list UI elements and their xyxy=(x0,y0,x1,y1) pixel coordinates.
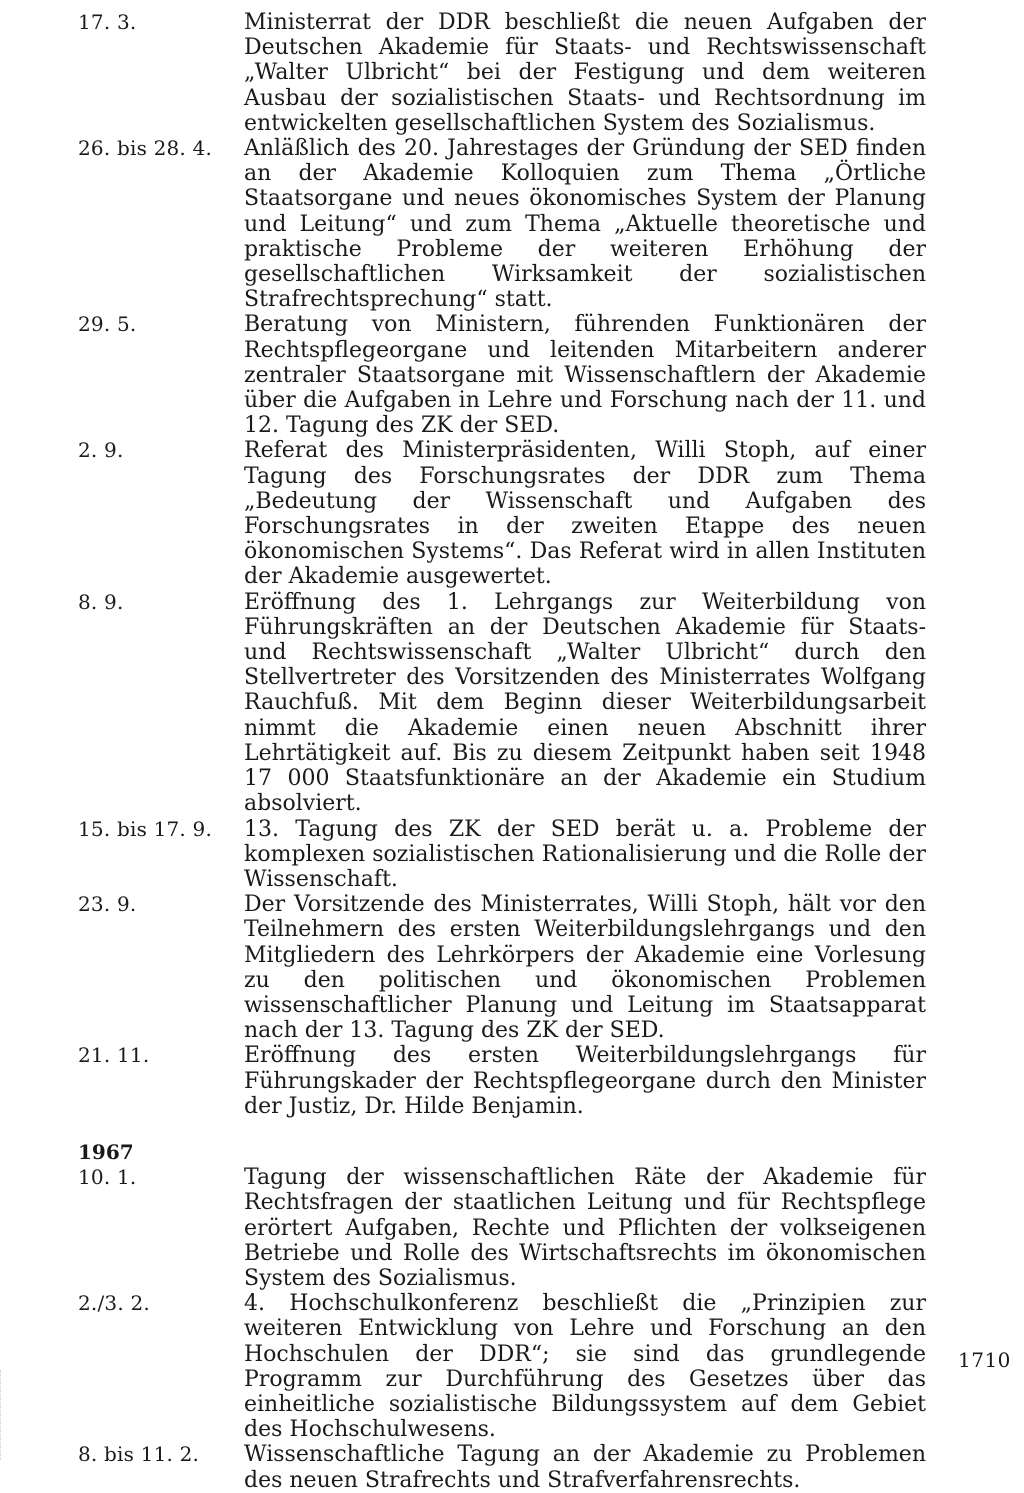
chronology-entry xyxy=(78,1442,926,1492)
chronology-entry xyxy=(78,1043,926,1119)
chronology-entry xyxy=(78,438,926,589)
entry-date: 2./3. 2. xyxy=(78,1291,150,1316)
entry-date: 26. bis 28. 4. xyxy=(78,136,213,161)
entry-text: Ministerrat der DDR beschließt die neuen Aufgaben der Deutschen Akademie für Staats- und Rechtswissenschaft „Walter Ulbricht“ bei der Festigung und dem weiteren Ausbau der sozialistischen Staats- und Rechtsordnung im entwickelten gesellschaftlichen System des Sozialismus. xyxy=(244,10,926,136)
entry-date: 8. bis 11. 2. xyxy=(78,1442,200,1467)
entry-text: Wissenschaftliche Tagung an der Akademie zu Problemen des neuen Strafrechts und Strafverfahrensrechts. xyxy=(244,1442,926,1493)
entry-date: 15. bis 17. 9. xyxy=(78,816,213,841)
year-heading: 1967 xyxy=(78,1139,134,1164)
chronology-entry xyxy=(78,136,926,312)
chronology-entry xyxy=(78,817,926,893)
entry-date: 2. 9. xyxy=(78,438,124,463)
entry-date: 17. 3. xyxy=(78,10,137,34)
entry-date: 8. 9. xyxy=(78,589,124,614)
entry-text: Anläßlich des 20. Jahrestages der Gründung der SED finden an der Akademie Kolloquien zum Thema „Örtliche Staatsorgane und neues ökonomisches System der Planung und Leitung“ und zum Thema „Aktuelle theoretische und praktische Probleme der weiteren Erhöhung der gesellschaftlichen Wirksamkeit der sozialistischen Strafrechtsprechung“ statt. xyxy=(244,136,926,313)
chronology-entry xyxy=(78,312,926,438)
entry-text: Tagung der wissenschaftlichen Räte der Akademie für Rechtsfragen der staatlichen Leitung und für Rechtspflege erörtert Aufgaben, Rechte und Pflichten der volkseigenen Betriebe und Rolle des Wirtschaftsrechts im ökonomischen System des Sozialismus. xyxy=(244,1165,926,1291)
entry-text: 4. Hochschulkonferenz beschließt die „Prinzipien zur weiteren Entwicklung von Lehre und Forschung an den Hochschulen der DDR“; sie sind das grundlegende Programm zur Durchführung des Gesetzes über das einheitliche sozialistische Bildungssystem auf dem Gebiet des Hochschulwesens. xyxy=(244,1291,926,1443)
entry-text: Eröffnung des ersten Weiterbildungslehrgangs für Führungskader der Rechtspflegeorgane durch den Minister der Justiz, Dr. Hilde Benjamin. xyxy=(244,1043,926,1119)
chronology-entry xyxy=(78,10,926,136)
entry-text: Der Vorsitzende des Ministerrates, Willi Stoph, hält vor den Teilnehmern des ersten Weiterbildungslehrgangs und den Mitgliedern des Lehrkörpers der Akademie eine Vorlesung zu den politischen und ökonomischen Problemen wissenschaftlicher Planung und Leitung im Staatsapparat nach der 13. Tagung des ZK der SED. xyxy=(244,892,926,1044)
entry-date: 10. 1. xyxy=(78,1165,137,1190)
entry-text: 13. Tagung des ZK der SED berät u. a. Probleme der komplexen sozialistischen Rationalisierung und die Rolle der Wissenschaft. xyxy=(244,816,926,892)
chronology-entry xyxy=(78,1291,926,1442)
entry-date: 21. 11. xyxy=(78,1043,150,1068)
chronology-entry xyxy=(78,590,926,817)
chronology xyxy=(78,10,926,1493)
page-number: 1710 xyxy=(958,1348,1011,1372)
entry-text: Beratung von Ministern, führenden Funktionären der Rechtspflegeorgane und leitenden Mitarbeitern anderer zentraler Staatsorgane mit Wissenschaftlern der Akademie über die Aufgaben in Lehre und Forschung nach der 11. und 12. Tagung des ZK der SED. xyxy=(244,312,926,439)
chronology-entry xyxy=(78,1165,926,1291)
scan-margin-artifact xyxy=(0,1370,13,1460)
entry-text: Eröffnung des 1. Lehrgangs zur Weiterbildung von Führungskräften an der Deutschen Akademie für Staats- und Rechtswissenschaft „Walter Ulbricht“ durch den Stellvertreter des Vorsitzenden des Ministerrates Wolfgang Rauchfuß. Mit dem Beginn dieser Weiterbildungsarbeit nimmt die Akademie einen neuen Abschnitt ihrer Lehrtätigkeit auf. Bis zu diesem Zeitpunkt haben seit 1948 17 000 Staatsfunktionäre an der Akademie ein Studium absolviert. xyxy=(244,589,926,817)
chronology-entry xyxy=(78,892,926,1043)
entry-text: Referat des Ministerpräsidenten, Willi Stoph, auf einer Tagung des Forschungsrates der DDR zum Thema „Bedeutung der Wissenschaft und Aufgaben des Forschungsrates in der zweiten Etappe des neuen ökonomischen Systems“. Das Referat wird in allen Instituten der Akademie ausgewertet. xyxy=(244,438,926,590)
entry-date: 23. 9. xyxy=(78,892,137,917)
entry-date: 29. 5. xyxy=(78,312,137,337)
